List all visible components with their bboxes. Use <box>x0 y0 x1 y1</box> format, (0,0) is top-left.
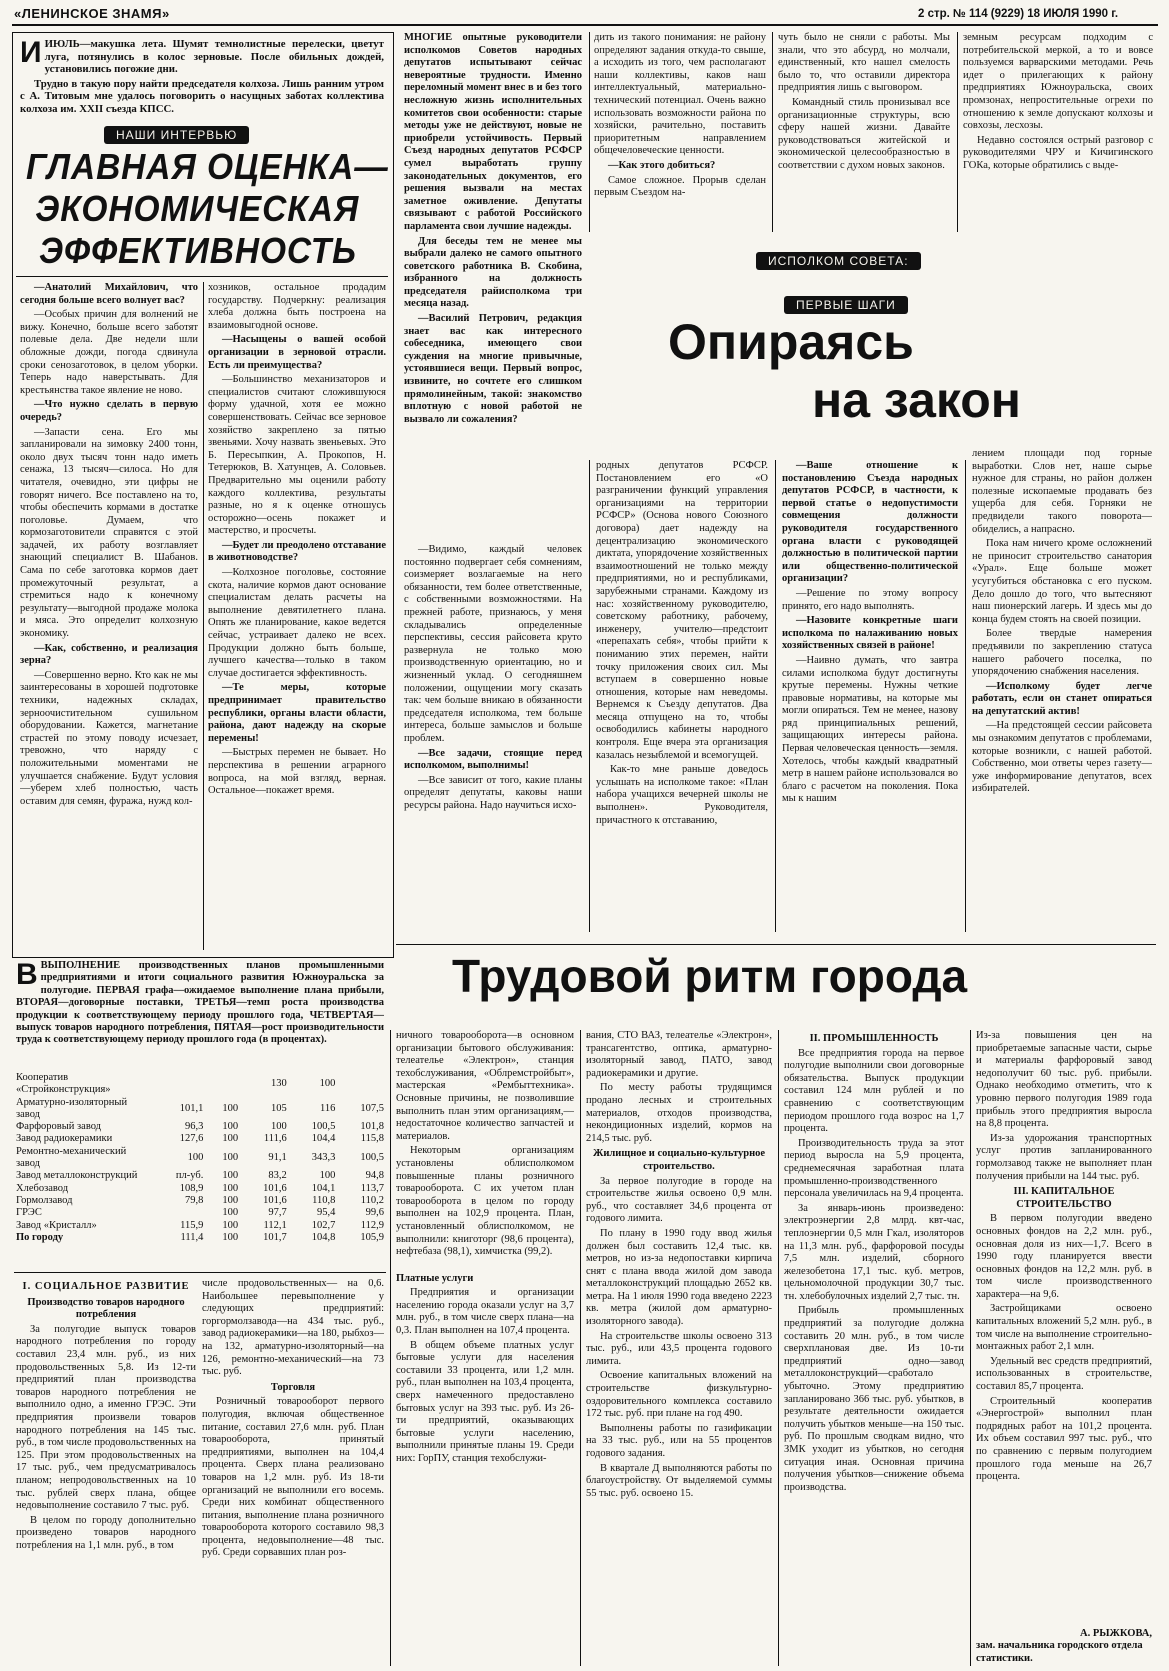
table-cell-value: 110,2 <box>360 1194 384 1206</box>
table-cell-value: 113,7 <box>360 1182 384 1194</box>
dropcap-v: В <box>16 960 38 991</box>
rhythm-divider-4 <box>970 1030 971 1666</box>
table-cell-value: пл-уб. <box>175 1170 204 1182</box>
rhythm-col-f <box>976 1030 1152 1626</box>
paragraph: —Василий Петрович, редакция знает вас как интересного собеседника, имеющего свои суждения на многие привычные, устоявшиеся вещи. Первый вопрос, извините, но сочтете его слишком прямолинейным, такой: знакомство вплотную с новой работой не вызвало ли сожаления? <box>404 313 582 425</box>
table-row <box>14 1183 386 1195</box>
paragraph: —Особых причин для волнений не вижу. Конечно, больше всего заботят полевые дела. Две недели шли обложные дожди, погода сдвинула сроки сенозаготовок, в целом уборки. Теперь надо наверстывать. Для крестьянства такое явление не ново. <box>20 309 198 396</box>
paragraph: Предприятия и организации населению города оказали услуг на 3,7 млн. руб., в том числе сверх плана—на 0,3. План выполнен на 107,4 процента. <box>396 1287 574 1337</box>
paragraph: В общем объеме платных услуг бытовые услуги для населения составили 33 процента, или 1,2 млн. руб., план выполнен на 103,4 процента, сверх намеченного предоставлено бытовых услуг на 393 тыс. руб. Из 26-ти предприятий, оказывающих бытовые услуги населению, выполнили принятые планы 19. Среди них: ГорПУ, станция техобслужи- <box>396 1339 574 1464</box>
paragraph: ничного товарооборота—в основном организации бытового обслуживания: телеателье «Электрон», станция техобслуживания, «Облремстройбыт», мастерская «Рембыттехника». Основные причины, не позволившие выполнить план этим организациям,—недостаточное количество запчастей и материалов. <box>396 1030 574 1142</box>
signature-role: зам. начальника городского отдела статистики. <box>976 1640 1143 1664</box>
rhythm-col-d <box>586 1030 772 1666</box>
paragraph: —Большинство механизаторов и специалистов считают сложившуюся форму удачной, хотя ее можно совершенствовать. Сейчас все зерновое хозяйство закреплено за пятью звеньями. Хочу назвать звеньевых. Это Б. Пересыпкин, А. Прокопов, Н. Тетерюков, В. Хатунцев, А. Соловьев. Предварительно мы оценили работу каждого коллектива, результаты разные, но я к оценке отношусь осторожно—осень покажет и мастерство, и просчеты. <box>208 374 386 537</box>
table-cell-value: 97,7 <box>268 1207 287 1219</box>
table-row <box>14 1207 386 1219</box>
interview-col-2 <box>208 282 386 952</box>
paragraph: —Ваше отношение к постановлению Съезда народных депутатов РСФСР, в частности, к первой статье о недопустимости совмещения должности руководителя государственного органа власти с руководящей должностью в политической партии или общественно-политической организации? <box>782 460 958 585</box>
table-cell-value: 100 <box>319 1078 336 1090</box>
table-cell-value: 100,5 <box>360 1151 384 1163</box>
table-row <box>14 1146 386 1171</box>
table-cell-value: 100,5 <box>311 1121 336 1133</box>
paragraph: На строительстве школы освоено 313 тыс. руб., или 43,5 процента годового лимита. <box>586 1330 772 1367</box>
table-cell-value: 101,8 <box>360 1121 384 1133</box>
signature-name: А. РЫЖКОВА, <box>1079 1628 1152 1639</box>
table-cell-value: 100 <box>319 1170 336 1182</box>
rhythm-col-c <box>396 1030 574 1666</box>
rhythm-col-b <box>202 1278 384 1666</box>
table-cell-value: 100 <box>222 1207 239 1219</box>
housing-title: Жилищное и социально-культурное строительство. <box>592 1148 766 1172</box>
services-title: Платные услуги <box>396 1272 474 1284</box>
interview-col-1 <box>20 282 198 952</box>
interview-headline <box>26 146 389 272</box>
table-cell-value: 104,4 <box>311 1133 336 1145</box>
ispolkom-lower-divider-3 <box>965 460 966 932</box>
ispolkom-headline-1: Опираясь <box>668 314 914 370</box>
table-cell-name: Гормолзавод <box>16 1194 73 1206</box>
paragraph: По плану в 1990 году ввод жилья должен был составить 12,4 тыс. кв. метров, но из-за недопоставки кирпича снят с плана ввода жилой дом завода металлоконструкций площадью 2652 кв. метра. На 1 июля 1990 года введено 2223 кв. метра (жилой дом арматурно-изоляторного завода). <box>586 1227 772 1328</box>
ispolkom-divider-3 <box>957 32 958 232</box>
ispolkom-col-4 <box>963 32 1153 236</box>
paragraph: Как-то мне раньше доведось услышать на исполкоме такое: «План набора учащихся вечерней школы не выполнен». Руководителя, причастного к отставанию, <box>596 764 768 826</box>
paragraph: Строительный кооператив «Энергострой» выполнил план подрядных работ на 101,2 процента. Их объем составил 997 тыс. руб., что по сравнению с первым полугодием прошлого года меньше на 26,7 процента. <box>976 1395 1152 1483</box>
ispolkom-lower-1 <box>404 544 582 940</box>
table-cell-value: 111,6 <box>263 1133 287 1145</box>
ispolkom-lower-3 <box>782 460 958 942</box>
paragraph: —Будет ли преодолено отставание в животноводстве? <box>208 539 386 564</box>
rhythm-col-e <box>784 1030 964 1666</box>
table-cell-value: 112,1 <box>263 1219 287 1231</box>
table-cell-value: 105,9 <box>360 1231 384 1243</box>
table-cell-value: 100 <box>222 1182 239 1194</box>
table-cell-name: Ремонтно-механический завод <box>16 1145 127 1170</box>
paragraph: —Как, собственно, и реализация зерна? <box>20 642 198 667</box>
paragraph: —Все задачи, стоящие перед исполкомом, выполнимы! <box>404 747 582 772</box>
table-cell-value: 343,3 <box>311 1151 336 1163</box>
paragraph: —Как этого добиться? <box>608 159 716 171</box>
table-cell-value: 96,3 <box>184 1121 204 1133</box>
paragraph: Командный стиль пронизывал все организационные структуры, всю сферу нашей жизни. Давайте руководствоваться житейской и экономической целесообразностью в соответствии с духом новых законов. <box>778 96 950 171</box>
table-cell-value: 100 <box>222 1231 239 1243</box>
issue-info: 2 стр. № 114 (9229) 18 ИЮЛЯ 1990 г. <box>918 8 1119 20</box>
paragraph: —Исполкому будет легче работать, если он станет опираться на депутатский актив! <box>972 680 1152 717</box>
table-cell-name: Арматурно-изоляторный завод <box>16 1096 128 1120</box>
rhythm-lead: В ВЫПОЛНЕНИЕ производственных планов промышленными предприятиями и итоги социального развития Южноуральска за полугодие. ПЕРВАЯ графа—ожидаемое выполнение плана прибыли, ВТОРАЯ—договорные поставки, ТРЕТЬЯ—темп роста производства продукции к соответствующему периоду прошлого года, ЧЕТВЕРТАЯ—выпуск товаров народного потребления, ПЯТАЯ—рост производительности труда к соответствующему периоду прошлого года (в процентах). <box>16 960 384 1046</box>
paragraph: —Решение по этому вопросу принято, его надо выполнять. <box>782 587 958 612</box>
table-cell-name: Завод металлоконструкций <box>16 1170 138 1182</box>
masthead-name: «ЛЕНИНСКОЕ ЗНАМЯ» <box>14 6 170 21</box>
paragraph: В квартале Д выполняются работы по благоустройству. От выделяемой суммы 55 тыс. руб. освоено 15. <box>586 1462 772 1499</box>
dropcap: И <box>20 38 42 69</box>
table-cell-value: 104,8 <box>311 1231 336 1243</box>
table-row <box>14 1232 386 1244</box>
rhythm-headline: Трудовой ритм города <box>452 950 968 1002</box>
paragraph: В целом по городу дополнительно произведено товаров народного потребления на 1,1 млн. руб., в том <box>16 1514 196 1551</box>
paragraph: Некоторым организациям установлены облисполкомом повышенные планы розничного товарооборота. С их учетом план товарооборота в целом по городу выполнен на 102,9 процента. План, установленный облисполкомом, не выполнили: книготорг (98,6 процента), нефтебаза (98,1), химчистка (99,2). <box>396 1145 574 1258</box>
table-cell-value: 104,1 <box>311 1182 336 1194</box>
paragraph: чуть было не сняли с работы. Мы знали, что это абсурд, но молчали, единственный, кто нашел смелость было то, что оставили директора предприятия лишь с выговором. <box>778 32 950 94</box>
paragraph: Самое сложное. Прорыв сделан первым Съездом на- <box>594 174 766 199</box>
paragraph: Выполнены работы по газификации на 33 тыс. руб., или на 55 процентов годового задания. <box>586 1422 772 1459</box>
table-cell-value <box>337 1072 386 1097</box>
paragraph: —Все зависит от того, какие планы определят депутаты, каковы наши ресурсы района. Надо научиться исхо- <box>404 774 582 811</box>
table-cell-value <box>150 1207 205 1219</box>
table-cell-value: 102,7 <box>311 1219 336 1231</box>
section-2-title: II. ПРОМЫШЛЕННОСТЬ <box>809 1033 939 1044</box>
paragraph: МНОГИЕ опытные руководители исполкомов Советов народных депутатов испытывают сейчас невероятные трудности. Именно переломный момент внес в и без того несложную жизнь исполнительных комитетов свои особенности: старые методы уже не действуют, новые не приобрели устойчивость. Первый Съезд народных депутатов РСФСР сумел выработать группу законодательных документов, его решения вызвали на местах заметное оживление. Депутаты связывают с работой Российского парламента свои лучшие надежды. <box>404 32 582 232</box>
table-cell-value: 127,6 <box>179 1133 204 1145</box>
table-cell-value: 99,6 <box>365 1207 384 1219</box>
table-row <box>14 1220 386 1232</box>
first-steps-kicker: ПЕРВЫЕ ШАГИ <box>784 296 908 314</box>
trade-title: Торговля <box>270 1381 316 1393</box>
paragraph: дить из такого понимания: не району определяют задания откуда-то свыше, а исходить из того, чем располагают наши коллективы, каков наш интеллектуальный, материально-технический потенциал. Очень важно использовать возможности района по хозяйски, рачительно, поставить приоритетным направлением общечеловеческие ценности. <box>594 32 766 157</box>
ispolkom-headline-2: на закон <box>812 372 1022 428</box>
table-cell-value: 100 <box>270 1121 287 1133</box>
rhythm-divider-2 <box>580 1030 581 1666</box>
table-cell-value: 101,6 <box>263 1182 287 1194</box>
masthead-rule <box>12 24 1158 26</box>
paragraph: Розничный товарооборот первого полугодия, включая общественное питание, составил 27,6 млн. руб. План товарооборота, принятый предприятиями, выполнен на 104,4 процента. Сверх плана реализовано товаров на 1,2 млн. руб. Из 18-ти организаций не выполнили его восемь. Среди них комбинат общественного питания, выполнение плана розничного товарооборота которого составило 98,3 процента, недовыполнение—48 тыс. руб. Среди сорвавших план роз- <box>202 1396 384 1559</box>
table-cell-value: 100 <box>187 1151 204 1163</box>
table-cell-name: Завод радиокерамики <box>16 1133 113 1145</box>
signature <box>976 1628 1152 1665</box>
paragraph: числе продовольственных— на 0,6. Наибольшее перевыполнение у следующих предприятий: горгормолзавода—на 434 тыс. руб., завод радиокерамики—на 180, рыбхоз—на 132, арматурно-изоляторный—на 126, ремонтно-механический—на 73 тыс. руб. <box>202 1278 384 1378</box>
section-3-title: III. КАПИТАЛЬНОЕ СТРОИТЕЛЬСТВО <box>1013 1186 1115 1210</box>
table-row <box>14 1170 386 1182</box>
table-cell-value: 79,8 <box>184 1194 204 1206</box>
headline-line-1: ГЛАВНАЯ ОЦЕНКА— <box>26 146 389 187</box>
table-cell-name: Хлебозавод <box>16 1182 69 1194</box>
paragraph: —На предстоящей сессии райсовета мы ознакомим депутатов с проблемами, которые возникли, с нашей работой. Собственно, мои ответы через газету—уже информирование депутатов, всех избирателей. <box>972 720 1152 795</box>
ispolkom-col-2 <box>594 32 766 236</box>
interview-headline-rule <box>16 276 388 277</box>
table-row <box>14 1121 386 1133</box>
paragraph: —Анатолий Михайлович, что сегодня больше всего волнует вас? <box>20 282 198 306</box>
table-row <box>14 1133 386 1145</box>
table-cell-value: 105 <box>270 1102 287 1114</box>
headline-line-2: ЭКОНОМИЧЕСКАЯ <box>35 188 360 229</box>
table-cell-value: 116 <box>319 1102 336 1114</box>
paragraph: Производительность труда за этот период выросла на 5,9 процента, среднемесячная заработная плата промышленно-производственного персонала увеличилась на 9,4 процента. <box>784 1137 964 1200</box>
paragraph: За полугодие выпуск товаров народного потребления по городу составил 23,4 млн. руб., из них продовольственных 5,8. Из 12-ти предприятий план производства товаров народного потребления не выполнило одно, а именно ГРЭС. Эти предприятия произвели товаров народного потребления на 145 тыс. руб., в том числе продовольственных на 125. При этом продовольственных на 17 тыс. руб., чем предусматривалось планом; непродовольственных на 10 тыс. рублей сверх плана, общее недовыполнение составило 7 тыс. руб. <box>16 1323 196 1512</box>
rhythm-divider-1 <box>390 1030 391 1666</box>
paragraph: Застройщиками освоено капитальных вложений 5,2 млн. руб., в том числе на выполнение строительно-монтажных работ 2,1 млн. <box>976 1303 1152 1353</box>
paragraph: родных депутатов РСФСР. Постановлением его «О разграничении функций управления организациями на территории РСФСР» (Основа нового Союзного договора) дает надежду на децентрализацию экономического диктата, упорядочение хозяйственных взаимоотношений не только между предприятиями, но и республиками, зарубежными странами. Каждому из нас: хозяйственному руководителю, советскому работнику, рабочему, инженеру, учителю—предстоит «перепахать себя», чтобы прийти к пониманию этих перемен, найти точку приложения своих сил. Мы вступаем в совершенно новые отношения, которые нам неведомы. Вернемся к Съезду депутатов. Два месяца отпущено на то, чтобы освободились кабинеты народного контроля. Еще вчера эта организация казалась незыблемой и всемогущей. <box>596 460 768 761</box>
paragraph: Пока нам ничего кроме осложнений не приносит строительство санатория «Урал». Еще больше может усугубиться обстановка с его пуском. Дело дошло до того, что вытесняют наш пионерский лагерь. И здесь мы до конца будем стоять на своей позиции. <box>972 538 1152 625</box>
table-row <box>14 1097 386 1122</box>
section-rule <box>396 944 1156 945</box>
ispolkom-divider-1 <box>589 32 590 232</box>
table-cell-value: 110,8 <box>312 1194 336 1206</box>
paragraph: —Быстрых перемен не бывает. Но перспектива в решении аграрного вопроса, на мой взгляд, верная. Остальное—покажет время. <box>208 747 386 797</box>
ispolkom-lower-divider-2 <box>775 460 776 932</box>
interview-kicker: НАШИ ИНТЕРВЬЮ <box>104 126 249 144</box>
headline-line-3: ЭФФЕКТИВНОСТЬ <box>39 230 357 271</box>
table-cell-value: 100 <box>222 1121 239 1133</box>
paragraph: Для беседы тем не менее мы выбрали далеко не самого опытного советского работника В. Скобина, избранного на должность председателя райисполкома три месяца назад. <box>404 235 582 310</box>
interview-lead: И ИЮЛЬ—макушка лета. Шумят темнолистные перелески, цветут луга, потянулись в колос зерновые. После обильных дождей, установились погожие дни. Трудно в такую пору найти председателя колхоза. Лишь ранним утром с А. Титовым мне удалось поговорить о насущных заботах коллектива колхоза им. XXII съезда КПСС. <box>20 38 384 115</box>
paragraph: Из-за удорожания транспортных услуг против запланированного гормолзавод также не выполняет план получения прибыли на 144 тыс. руб. <box>976 1132 1152 1182</box>
paragraph: Недавно состоялся острый разговор с руководителями ЧРУ и Кичигинского ГОКа, которые обратились с выде- <box>963 134 1153 171</box>
paragraph: В первом полугодии введено основных фондов на 2,2 млн. руб., основная доля из них—1,7. Всего в 1990 году планируется ввести основных фондов на 12,2 млн. руб. в том числе производственного характера—на 9,6. <box>976 1213 1152 1300</box>
table-cell-name: По городу <box>16 1231 64 1243</box>
table-cell-value: 112,9 <box>360 1219 384 1231</box>
ispolkom-col-1 <box>404 32 582 540</box>
paragraph: —Насыщены о вашей особой организации в зерновой отрасли. Есть ли преимущества? <box>208 334 386 371</box>
paragraph: По месту работы трудящимся продано лесных и строительных материалов, отходов производства, некондиционных изделий, кормов на 214,5 тыс. руб. <box>586 1082 772 1144</box>
table-cell-value: 107,5 <box>360 1102 384 1114</box>
table-cell-value: 83,2 <box>268 1170 287 1182</box>
ispolkom-lower-4 <box>972 448 1152 942</box>
table-cell-value: 95,4 <box>316 1207 336 1219</box>
table-cell-value: 100 <box>222 1102 239 1114</box>
section-1-subtitle: Производство товаров народного потребления <box>27 1296 185 1321</box>
table-cell-value: 108,9 <box>179 1182 204 1194</box>
paragraph: Более твердые намерения предъявили по закреплению статуса нашего рабочего поселка, по упорядочению снабжения населения. <box>972 628 1152 678</box>
paragraph: Прибыль промышленных предприятий за полугодие должна составить 20 млн. руб., в том числе сверхплановая две. Из 10-ти предприятий одно—завод металлоконструкций—сработало убыточно. Этому предприятию запланировано 366 тыс. руб. убытков, в результате деятельности ожидается получить убытков меньше—на 150 тыс. руб. По прошлым сводкам видно, что ЗМК уходит из убытков, но сегодня ситуация иная. Основная причина получения убытков—снижение объема производства. <box>784 1305 964 1493</box>
paragraph: Из-за повышения цен на приобретаемые запасные части, сырье и материалы фарфоровый завод недополучит 60 тыс. руб. прибыли. Однако необходимо отметить, что к уровню первого полугодия 1989 года прибыль этого предприятия выросла на 8,8 процента. <box>976 1030 1152 1130</box>
table-row <box>14 1195 386 1207</box>
paragraph: —Назовите конкретные шаги исполкома по налаживанию новых хозяйственных связей в районе! <box>782 615 958 652</box>
table-cell-name: Кооператив «Стройконструкция» <box>16 1072 111 1096</box>
table-cell-value <box>205 1072 240 1097</box>
table-cell-value: 100 <box>222 1151 239 1163</box>
paragraph: Трудно в такую пору найти председателя колхоза. Лишь ранним утром с А. Титовым мне удалось поговорить о насущных заботах коллектива колхоза им. XXII съезда КПСС. <box>20 77 384 115</box>
rhythm-divider-3 <box>778 1030 779 1666</box>
paragraph: земным ресурсам подходим с потребительской меркой, а то и вовсе пользуемся варварскими методами. Речь идет о прилегающих к району предприятиях Южноуральска, своих промзонах, непростительные огрехи по отношению к земле допускают колхозы и совхозы, лесхозы. <box>963 32 1153 132</box>
paragraph: —Те меры, которые предпринимает правительство республики, органы власти области, района, дают надежду на скорые перемены! <box>208 682 386 744</box>
section-1-title: I. СОЦИАЛЬНОЕ РАЗВИТИЕ <box>22 1281 190 1292</box>
table-cell-value: 100 <box>222 1133 239 1145</box>
table-rule <box>14 1272 386 1273</box>
rhythm-col-a <box>16 1278 196 1666</box>
table-cell-value: 111,4 <box>180 1231 204 1243</box>
paragraph: Все предприятия города на первое полугодие выполнили свои договорные обязательства. Выпуск продукции составил 124 млн рублей и по сравнению с соответствующим периодом прошлого года возрос на 1,7 процента. <box>784 1047 964 1135</box>
table-cell-value: 130 <box>270 1078 287 1090</box>
table-cell-value: 101,6 <box>263 1194 287 1206</box>
paragraph: Освоение капитальных вложений на строительстве физкультурно-оздоровительного комплекса составило 172 тыс. руб. при плане на год 490. <box>586 1370 772 1420</box>
ispolkom-divider-2 <box>772 32 773 232</box>
table-row <box>14 1072 386 1097</box>
paragraph: Удельный вес средств предприятий, использованных в строительстве, составил 85,7 процента. <box>976 1355 1152 1393</box>
paragraph: хозников, остальное продадим государству. Подчеркну: реализация хлеба должна быть построена на взаимовыгодной основе. <box>208 282 386 331</box>
paragraph: —Запасти сена. Его мы запланировали на зимовку 2400 тонн, около двух тысяч тонн надо иметь сенажа, 13 тысяч—силоса. Но для читателя, очевидно, эти цифры не говорят ничего. Все поставлено на то, чтобы обеспечить кормами в достатке поголовье. Думаем, что кормозаготовители справятся с этой задачей, их работу возглавляет знающий специалист В. Шабанов. Сама по себе заготовка кормов дает промежуточный результат, а стремиться надо к конечному результату—выгодной продаже молока и мяса. Это определит колхозную экономику. <box>20 426 198 640</box>
paragraph: За январь-июнь произведено: электроэнергии 2,8 млрд. квт-час, теплоэнергии 0,5 млн Гкал, изоляторов на 11,3 млн. руб., фарфоровой посуды 7,5 млн. изделий, сборного железобетона 17,1 тыс. куб. метров, цельномолочной продукции 30,7 тыс. тн. хлебобулочных изделий 2,7 тыс. тн. <box>784 1202 964 1302</box>
ispolkom-lower-divider-1 <box>589 460 590 932</box>
ispolkom-lower-2 <box>596 460 768 942</box>
table-cell-value: 94,8 <box>365 1170 384 1182</box>
table-cell-value: 115,9 <box>180 1219 204 1231</box>
paragraph: —Наивно думать, что завтра силами исполкома будут достигнуты крутые перемены. Нужны четкие правовые нормативы, на которые мы могли опираться. Тем не менее, назову ряд принципиальных решений, защищающих интересы района. Первая человеческая ценность—земля. Хотелось, чтобы каждый квадратный метр в нашем районе использовался во благо с расчетом на поколения. Пока мы к нашим <box>782 654 958 805</box>
paragraph: —Видимо, каждый человек постоянно подвергает себя сомнениям, соизмеряет возлагаемые на него обязанности, тем более ответственные, с собственными возможностями. На прежней работе, признаюсь, у меня складывались определенные перспективы, сессия райсовета круто развернула не только мою производственную ориентацию, но и жизненный уклад. О сегодняшнем положении, ощущении могу сказать так: чем больше вникаю в обязанности председателя исполкома, тем больше интереса, больше замыслов и больше проблем. <box>404 544 582 744</box>
paragraph: —Что нужно сделать в первую очередь? <box>20 399 198 423</box>
interview-col-divider <box>203 282 204 950</box>
table-cell-name: Фарфоровый завод <box>16 1121 101 1133</box>
ispolkom-col-3 <box>778 32 950 236</box>
results-table <box>14 1072 386 1244</box>
table-cell-value: 101,7 <box>263 1231 287 1243</box>
paragraph: —Колхозное поголовье, состояние скота, наличие кормов дают основание специалистам делать расчеты на выполнение девятилетнего плана. Опять же планирование, какое ведется сейчас, устраивает далеко не всех. Продукции должно быть больше, лучшего качества—только в таком случае достигается эффективность. <box>208 567 386 679</box>
table-cell-value: 100 <box>222 1219 239 1231</box>
paragraph: —Совершенно верно. Кто как не мы заинтересованы в хорошей подготовке техники, надежных складах, зерноочистительном сушильном оборудовании. Кажется, магнетание страстей по этому поводу исчезает, тревожно, что наряду с положительными моментами не улучшается снабжение. Будут условия—уберем хлеб полностью, часть оставим для семян, фуража, нужд кол- <box>20 669 198 807</box>
paragraph: вания, СТО ВАЗ, телеателье «Электрон», трансагентство, оптика, арматурно-изоляторный завод, ПАТО, завод радиокерамики и другие. <box>586 1030 772 1079</box>
table-cell-name: ГРЭС <box>16 1207 42 1219</box>
paragraph: лением площади под горные выработки. Слов нет, наше сырье нужное для страны, но район должен полезные ископаемые продавать без ущерба для себя. Горняки не предвидели такого поворота—обиделись, а напрасно. <box>972 448 1152 535</box>
table-cell-value: 100 <box>222 1194 239 1206</box>
table-cell-value: 115,8 <box>360 1133 384 1145</box>
table-cell-value: 101,1 <box>179 1102 204 1114</box>
ispolkom-kicker: ИСПОЛКОМ СОВЕТА: <box>756 252 921 270</box>
table-cell-value: 91,1 <box>268 1151 287 1163</box>
table-cell-value: 100 <box>222 1170 239 1182</box>
paragraph: За первое полугодие в городе на строительстве жилья освоено 0,9 млн. руб., что составляет 34,6 процента от годового лимита. <box>586 1175 772 1225</box>
table-cell-name: Завод «Кристалл» <box>16 1219 97 1231</box>
table-cell-value <box>150 1072 205 1097</box>
